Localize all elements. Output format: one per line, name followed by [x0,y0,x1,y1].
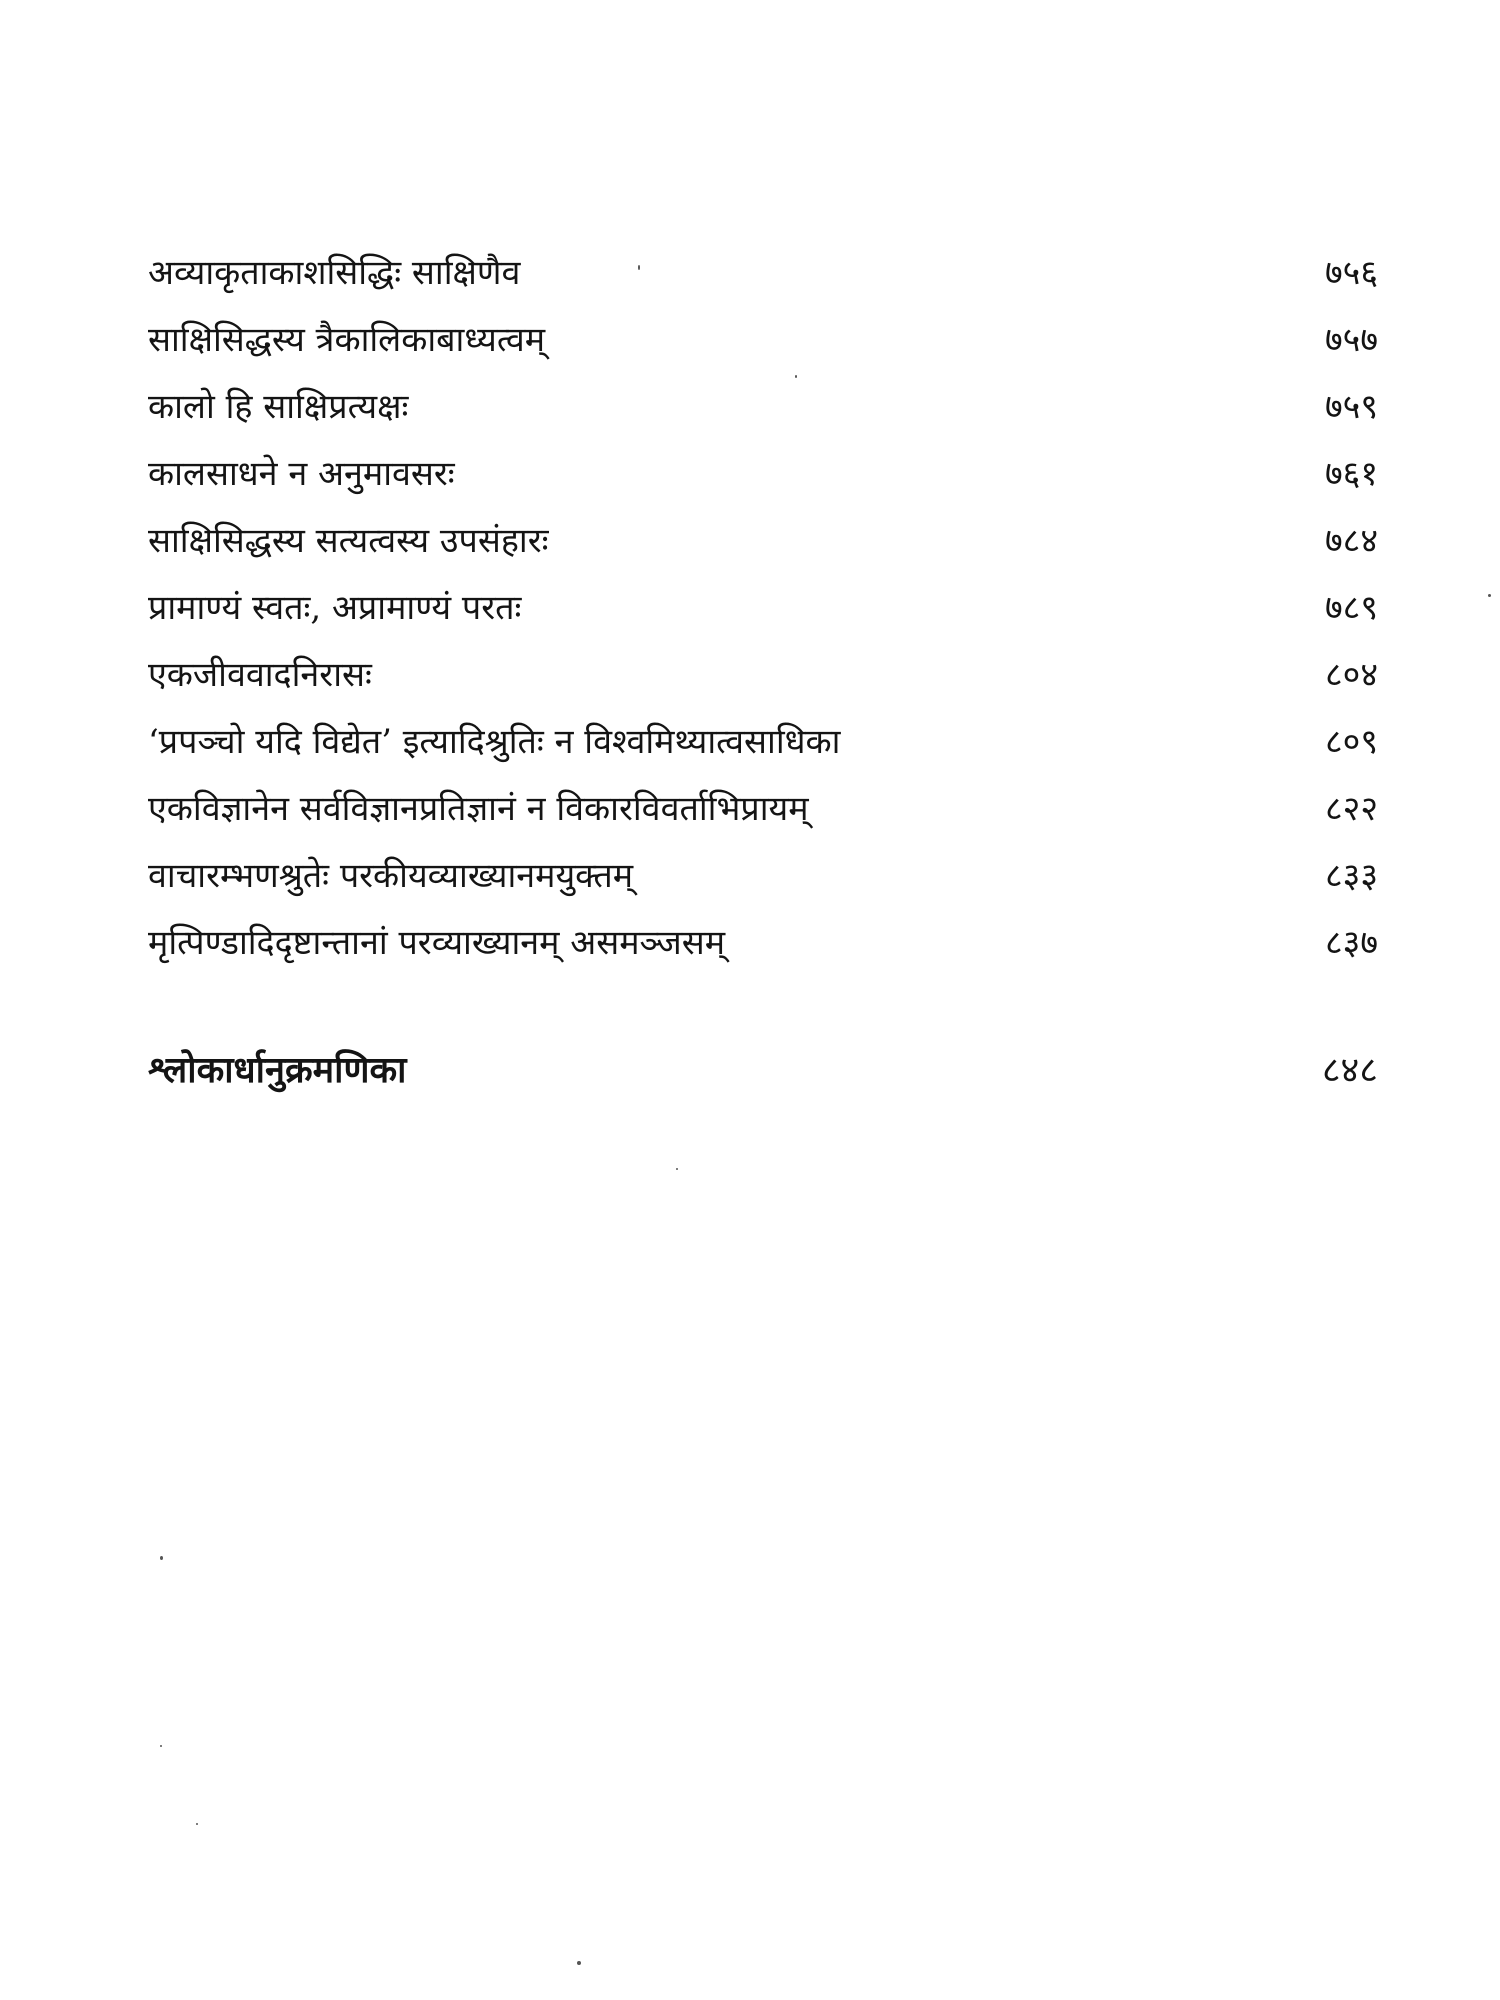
toc-entry [148,575,1378,642]
toc-entry-page: ७५९ [1324,387,1378,427]
toc-final-entry [148,1040,1378,1101]
scan-speck [577,1961,581,1965]
toc-final-entry-page: ८४८ [1321,1050,1378,1091]
toc-entry-title: ‘प्रपञ्चो यदि विद्येत’ इत्यादिश्रुतिः न विश्वमिथ्यात्वसाधिका [148,722,841,762]
toc-entry [148,240,1378,307]
toc-entry-title: एकविज्ञानेन सर्वविज्ञानप्रतिज्ञानं न विकारविवर्ताभिप्रायम् [148,789,809,829]
toc-entry-title: मृत्पिण्डादिदृष्टान्तानां परव्याख्यानम् असमञ्जसम् [148,923,726,963]
toc-entry-page: ७५७ [1324,320,1378,360]
toc-entry-title: वाचारम्भणश्रुतेः परकीयव्याख्यानमयुक्तम् [148,856,634,896]
toc-entry-title: प्रामाण्यं स्वतः, अप्रामाण्यं परतः [148,588,522,628]
toc-entry-page: ७५६ [1324,253,1378,293]
toc-entry [148,776,1378,843]
toc-entry [148,374,1378,441]
scan-speck [795,375,797,378]
toc-entry-title: साक्षिसिद्धस्य सत्यत्वस्य उपसंहारः [148,521,549,561]
toc-entry-title: साक्षिसिद्धस्य त्रैकालिकाबाध्यत्वम् [148,320,546,360]
toc-entry [148,843,1378,910]
toc-entry-title: एकजीववादनिरासः [148,655,372,695]
toc-entry [148,508,1378,575]
scan-speck [160,1556,163,1560]
toc-final-entry-title: श्लोकार्धानुक्रमणिका [148,1049,407,1091]
toc-entry-page: ७८४ [1324,521,1378,561]
scan-speck [676,1168,678,1170]
toc-entry-page: ८०४ [1324,655,1378,695]
toc-entry-page: ७६१ [1324,454,1378,494]
toc-entry-page: ८०९ [1324,722,1378,762]
scan-speck [638,265,640,270]
toc-entry-page: ८२२ [1324,789,1378,829]
toc-entry-page: ८३३ [1324,856,1378,896]
toc-entry-title: अव्याकृताकाशसिद्धिः साक्षिणैव [148,253,521,293]
toc-entry-page: ८३७ [1324,923,1378,963]
scan-speck [160,1745,162,1747]
toc-entry [148,307,1378,374]
toc-entry [148,910,1378,977]
toc-entry-page: ७८९ [1324,588,1378,628]
toc-entry [148,441,1378,508]
toc-entry [148,709,1378,776]
table-of-contents [148,240,1378,977]
scan-speck [196,1823,198,1825]
toc-entry-title: कालो हि साक्षिप्रत्यक्षः [148,387,409,427]
toc-entry-title: कालसाधने न अनुमावसरः [148,454,455,494]
scan-speck [1488,594,1491,597]
toc-entry [148,642,1378,709]
